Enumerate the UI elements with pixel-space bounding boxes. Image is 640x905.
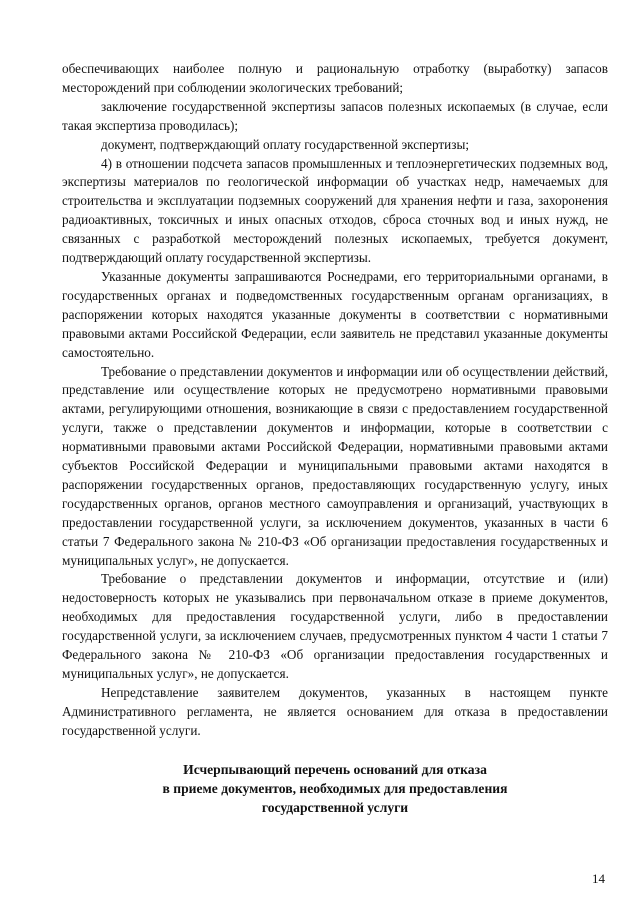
body-text bbox=[62, 60, 608, 741]
section-heading bbox=[62, 760, 608, 817]
paragraph: Требование о представлении документов и информации, отсутствие и (или) недостоверность которых не указывались при первоначальном отказе в приеме документов, необходимых для предоставления государственной услуги, либо в предоставлении государственной услуги, за исключением случаев, предусмотренных пунктом 4 части 1 статьи 7 Федерального закона № 210-ФЗ «Об организации предоставления государственных и муниципальных услуг», не допускается. bbox=[62, 571, 608, 681]
paragraph: заключение государственной экспертизы запасов полезных ископаемых (в случае, если такая экспертиза проводилась); bbox=[62, 98, 608, 133]
paragraph: 4) в отношении подсчета запасов промышленных и теплоэнергетических подземных вод, экспертизы материалов по геологической информации об участках недр, намечаемых для строительства и эксплуатации подземных сооружений для хранения нефти и газа, захоронения радиоактивных, токсичных и иных опасных отходов, сброса сточных вод и иных нужд, не связанных с разработкой месторождений полезных ископаемых, требуется документ, подтверждающий оплату государственной экспертизы. bbox=[62, 155, 608, 266]
paragraph: Непредставление заявителем документов, указанных в настоящем пункте Административного регламента, не является основанием для отказа в предоставлении государственной услуги. bbox=[62, 684, 608, 738]
heading-line: Исчерпывающий перечень оснований для отказа bbox=[183, 762, 487, 777]
paragraph: Указанные документы запрашиваются Роснедрами, его территориальными органами, в государственных органах и подведомственных государственным органам организациях, в распоряжении которых находятся указанные документы в соответствии с нормативными правовыми актами Российской Федерации, если заявитель не представил указанные документы самостоятельно. bbox=[62, 268, 608, 360]
paragraph: документ, подтверждающий оплату государственной экспертизы; bbox=[101, 136, 469, 152]
heading-line: в приеме документов, необходимых для предоставления bbox=[162, 781, 508, 796]
heading-line: государственной услуги bbox=[261, 800, 409, 815]
paragraph: Требование о представлении документов и информации или об осуществлении действий, представление или осуществление которых не предусмотрено нормативными правовыми актами, регулирующими отношения, возникающие в связи с предоставлением государственной услуги, также о представлении документов и информации, которые в соответствии с нормативными правовыми актами Российской Федерации, нормативными правовыми актами субъектов Российской Федерации и муниципальными правовыми актами находятся в распоряжении государственных органов, предоставляющих государственную услугу, иных государственных органов, органов местного самоуправления и организаций, участвующих в предоставлении государственной услуги, за исключением документов, указанных в части 6 статьи 7 Федерального закона № 210-ФЗ «Об организации предоставления государственных и муниципальных услуг», не допускается. bbox=[62, 363, 608, 568]
page-number: 14 bbox=[592, 871, 605, 886]
paragraph: обеспечивающих наиболее полную и рациональную отработку (выработку) запасов месторождений при соблюдении экологических требований; bbox=[62, 61, 608, 95]
